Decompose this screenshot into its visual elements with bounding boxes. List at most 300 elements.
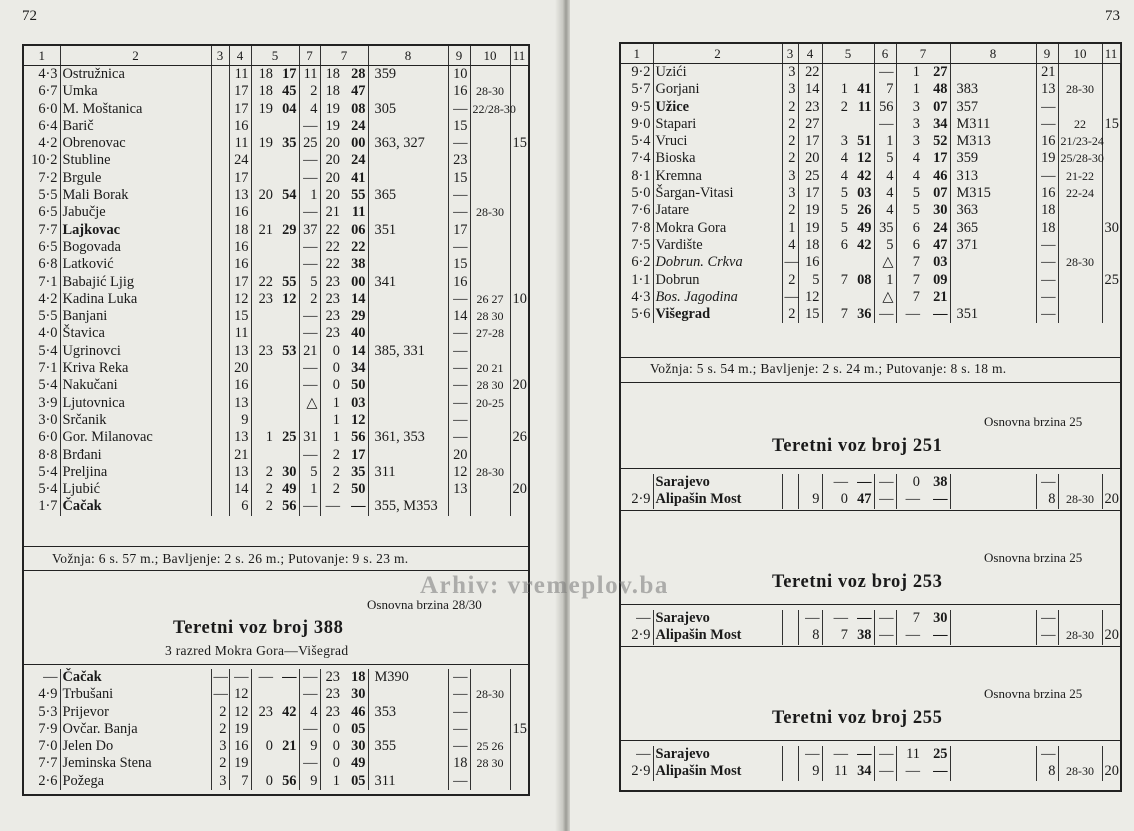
connection-ref [950, 272, 1036, 289]
col-9-value: — [448, 360, 470, 377]
right-summary: Vožnja: 5 s. 54 m.; Bavljenje: 2 s. 24 m.; Putovanje: 8 s. 18 m. [650, 361, 1007, 376]
col-3-value [782, 491, 798, 508]
table-row [621, 306, 1120, 323]
speed-value [1058, 64, 1102, 82]
col-4-value: — [798, 746, 822, 763]
table-row [621, 64, 1120, 82]
distance-km: 8·1 [621, 168, 653, 185]
col-6-value: — [874, 306, 896, 323]
col-7-minute: 11 [342, 204, 368, 221]
speed-value [470, 704, 510, 721]
header-cell: 5 [822, 44, 874, 64]
col-11-value [510, 204, 528, 221]
station-name: Vardište [653, 237, 782, 254]
col-9-value: — [448, 669, 470, 686]
col-5-minute [275, 239, 299, 256]
station-name: Ljubić [60, 481, 211, 498]
col-4-value: 16 [229, 118, 251, 135]
col-11-value [510, 170, 528, 187]
col-5-hour: 2 [265, 481, 273, 498]
col-7-hour: 4 [912, 167, 920, 184]
distance-km: 7·7 [24, 755, 60, 772]
left-summary: Vožnja: 6 s. 57 m.; Bavljenje: 2 s. 26 m.; Putovanje: 9 s. 23 m. [52, 551, 409, 566]
station-name: Bioska [653, 150, 782, 167]
station-name: Užice [653, 99, 782, 116]
table-row [24, 412, 528, 429]
distance-km: 5·7 [621, 81, 653, 98]
col-9-value: 16 [1036, 133, 1058, 150]
col-7-hour: 2 [332, 463, 340, 480]
col-9-value: — [448, 721, 470, 738]
col-6-value: 35 [874, 220, 896, 237]
col-6-value: — [299, 239, 320, 256]
col-11-value [510, 83, 528, 100]
col-11-value [1102, 64, 1120, 82]
col-11-value [510, 239, 528, 256]
col-3-value: 3 [782, 168, 798, 185]
col-3-value [782, 763, 798, 780]
col-7-minute: 17 [922, 150, 950, 167]
col-7-minute: 30 [922, 202, 950, 219]
col-6-value: 56 [874, 99, 896, 116]
col-7-minute: 34 [342, 360, 368, 377]
distance-km: 5·3 [24, 704, 60, 721]
connection-ref [368, 686, 448, 703]
station-name: Ljutovnica [60, 395, 211, 412]
station-name: Umka [60, 83, 211, 100]
connection-ref [368, 308, 448, 325]
col-6-value: 1 [874, 272, 896, 289]
col-5-hour: 4 [840, 150, 848, 167]
col-5-minute: 38 [850, 627, 874, 644]
col-6-value: — [874, 763, 896, 780]
connection-ref [950, 610, 1036, 627]
col-11-value [510, 395, 528, 412]
col-9-value: — [1036, 237, 1058, 254]
speed-value [470, 773, 510, 790]
header-cell: 4 [229, 46, 251, 66]
station-name: Alipašin Most [653, 491, 782, 508]
table-row [24, 239, 528, 256]
connection-ref: 305 [368, 101, 448, 118]
col-5-minute: 17 [275, 66, 299, 84]
table-row [24, 686, 528, 703]
col-3-value [211, 412, 229, 429]
col-9-value: 13 [448, 481, 470, 498]
connection-ref: M313 [950, 133, 1036, 150]
col-9-value: — [1036, 306, 1058, 323]
col-4-value: 14 [798, 81, 822, 98]
col-5-hour: 18 [258, 66, 273, 82]
col-6-value: 11 [299, 66, 320, 84]
col-3-value [211, 325, 229, 342]
col-7-minute: 25 [922, 746, 950, 763]
col-7-minute: 24 [342, 152, 368, 169]
col-5-minute: 04 [275, 101, 299, 118]
col-5-minute [850, 116, 874, 133]
distance-km: 5·4 [24, 377, 60, 394]
col-11-value [1102, 133, 1120, 150]
col-11-value [510, 308, 528, 325]
col-5-hour [822, 64, 850, 82]
col-11-value [510, 360, 528, 377]
station-name: Stapari [653, 116, 782, 133]
col-6-value: — [299, 360, 320, 377]
table-row [24, 222, 528, 239]
speed-value: 28-30 [470, 204, 510, 221]
col-6-value: — [299, 170, 320, 187]
connection-ref [368, 152, 448, 169]
col-4-value: 25 [798, 168, 822, 185]
table-row [24, 101, 528, 118]
speed-value [1058, 272, 1102, 289]
col-5-minute: 51 [850, 133, 874, 150]
col-11-value [510, 256, 528, 273]
col-3-value: 3 [782, 81, 798, 98]
col-7-hour: 7 [912, 254, 920, 271]
col-7-minute: 55 [342, 187, 368, 204]
divider [22, 546, 530, 547]
col-5-hour [251, 256, 275, 273]
header-cell: 1 [24, 46, 60, 66]
col-5-hour: 0 [265, 772, 273, 789]
col-11-value [1102, 746, 1120, 763]
connection-ref [950, 491, 1036, 508]
col-6-value: — [299, 721, 320, 738]
col-7-hour: 0 [332, 342, 340, 359]
connection-ref [950, 474, 1036, 491]
col-5-hour [251, 204, 275, 221]
speed-value: 26 27 [470, 291, 510, 308]
header-cell: 1 [621, 44, 653, 64]
connection-ref: 383 [950, 81, 1036, 98]
connection-ref [368, 395, 448, 412]
speed-value [470, 669, 510, 686]
col-6-value: 4 [299, 101, 320, 118]
station-name: Šargan-Vitasi [653, 185, 782, 202]
station-name: Sarajevo [653, 474, 782, 491]
col-7-minute: 03 [342, 395, 368, 412]
distance-km: 5·0 [621, 185, 653, 202]
connection-ref [368, 377, 448, 394]
col-5-minute [275, 256, 299, 273]
connection-ref: 359 [368, 66, 448, 84]
col-5-hour [251, 360, 275, 377]
col-7-hour: — [905, 306, 920, 323]
col-11-value [1102, 168, 1120, 185]
divider [619, 646, 1122, 647]
connection-ref: 355 [368, 738, 448, 755]
col-3-value [211, 360, 229, 377]
col-9-value: — [448, 395, 470, 412]
col-7-minute: 18 [342, 669, 368, 686]
speed-value: 28-30 [1058, 491, 1102, 508]
table-row [24, 721, 528, 738]
connection-ref: 351 [950, 306, 1036, 323]
col-11-value: 20 [1104, 763, 1119, 780]
header-cell: 10 [1058, 44, 1102, 64]
connection-ref [368, 170, 448, 187]
distance-km: 9·0 [621, 116, 653, 133]
col-7-minute: 06 [342, 222, 368, 239]
connection-ref [950, 254, 1036, 271]
station-name: Dobrun [653, 272, 782, 289]
speed-value [470, 239, 510, 256]
divider [619, 604, 1122, 605]
col-4-value: 19 [798, 220, 822, 237]
col-5-minute [850, 254, 874, 271]
distance-km: 6·0 [24, 101, 60, 118]
station-name: Brgule [60, 170, 211, 187]
col-6-value: — [299, 377, 320, 394]
col-4-value: 13 [229, 343, 251, 360]
col-11-value [510, 66, 528, 84]
col-6-value: 31 [299, 429, 320, 446]
col-5-hour: 23 [258, 342, 273, 359]
col-6-value: — [299, 755, 320, 772]
col-7-minute: 47 [922, 237, 950, 254]
table-row [621, 133, 1120, 150]
speed-value [470, 66, 510, 84]
connection-ref: 311 [368, 773, 448, 790]
table-row [24, 429, 528, 446]
col-7-minute: 24 [922, 220, 950, 237]
table-row [621, 168, 1120, 185]
speed-value [470, 152, 510, 169]
distance-km: 2·9 [621, 763, 653, 780]
distance-km: 7·8 [621, 220, 653, 237]
col-9-value [448, 498, 470, 515]
col-3-value: 3 [782, 185, 798, 202]
col-4-value: 13 [229, 395, 251, 412]
col-6-value: 9 [299, 773, 320, 790]
distance-km: 2·9 [621, 627, 653, 644]
col-6-value: 5 [299, 274, 320, 291]
col-7-minute: 07 [922, 185, 950, 202]
col-7-minute: 49 [342, 755, 368, 772]
distance-km: 7·4 [621, 150, 653, 167]
distance-km: 5·4 [24, 464, 60, 481]
col-11-value [510, 343, 528, 360]
train-title: Teretni voz broj 255 [772, 708, 943, 728]
speed-value: 27-28 [470, 325, 510, 342]
col-3-value [211, 377, 229, 394]
header-cell: 9 [448, 46, 470, 66]
connection-ref: 353 [368, 704, 448, 721]
header-cell: 11 [1102, 44, 1120, 64]
connection-ref [368, 83, 448, 100]
col-5-hour [251, 447, 275, 464]
col-3-value: — [782, 254, 798, 271]
col-4-value: 13 [229, 187, 251, 204]
col-9-value: 15 [448, 256, 470, 273]
col-4-value: 17 [229, 101, 251, 118]
col-4-value: 16 [229, 738, 251, 755]
col-4-value: 6 [229, 498, 251, 515]
col-4-value: 27 [798, 116, 822, 133]
col-5-hour: 5 [840, 185, 848, 202]
col-7-minute: 38 [342, 256, 368, 273]
col-6-value: 4 [874, 168, 896, 185]
col-7-hour: 1 [332, 394, 340, 411]
col-4-value: 9 [798, 763, 822, 780]
table-row [24, 464, 528, 481]
connection-ref [368, 721, 448, 738]
station-name: Bos. Jagodina [653, 289, 782, 306]
col-7-hour: 1 [912, 64, 920, 80]
col-7-minute: 46 [342, 704, 368, 721]
table-row [621, 763, 1120, 780]
col-11-value [510, 412, 528, 429]
connection-ref [950, 289, 1036, 306]
col-5-hour [822, 289, 850, 306]
col-5-hour: 5 [840, 202, 848, 219]
col-4-value: 12 [798, 289, 822, 306]
col-6-value: 4 [874, 185, 896, 202]
col-9-value: — [1036, 254, 1058, 271]
connection-ref [950, 763, 1036, 780]
col-7-minute: — [922, 306, 950, 323]
col-3-value: 2 [782, 272, 798, 289]
table-row [24, 498, 528, 515]
left-speed-label: Osnovna brzina 28/30 [367, 597, 482, 612]
speed-value: 28-30 [1058, 81, 1102, 98]
col-5-hour [251, 308, 275, 325]
col-5-minute [275, 686, 299, 703]
col-7-hour: 7 [912, 288, 920, 305]
distance-km: 10·2 [24, 152, 60, 169]
left-timetable-388 [24, 669, 528, 790]
col-5-minute: — [850, 474, 874, 491]
station-name: Kriva Reka [60, 360, 211, 377]
col-3-value: 2 [782, 306, 798, 323]
col-4-value: 16 [229, 377, 251, 394]
col-6-value: 25 [299, 135, 320, 152]
col-7-hour: 18 [325, 83, 340, 100]
station-name: Sarajevo [653, 610, 782, 627]
col-3-value [211, 395, 229, 412]
speed-value: 20-25 [470, 395, 510, 412]
col-9-value: 15 [448, 170, 470, 187]
col-6-value: — [874, 64, 896, 82]
col-11-value [510, 498, 528, 515]
distance-km: 1·7 [24, 498, 60, 515]
col-7-hour: 3 [912, 133, 920, 150]
distance-km: 7·9 [24, 721, 60, 738]
divider [22, 664, 530, 665]
distance-km: 4·0 [24, 325, 60, 342]
speed-value [470, 135, 510, 152]
col-11-value [510, 447, 528, 464]
station-name: Latković [60, 256, 211, 273]
col-7-hour: 0 [912, 474, 920, 490]
col-5-minute: 42 [850, 168, 874, 185]
distance-km: 6·7 [24, 83, 60, 100]
speed-value: 28-30 [470, 686, 510, 703]
connection-ref [368, 291, 448, 308]
col-6-value: — [874, 474, 896, 491]
speed-value: 28-30 [1058, 254, 1102, 271]
speed-value: 21/23-24 [1058, 133, 1102, 150]
col-11-value [1102, 150, 1120, 167]
train-title: Teretni voz broj 251 [772, 436, 943, 456]
col-6-value: △ [299, 395, 320, 412]
distance-km: 6·5 [24, 239, 60, 256]
col-7-minute: 28 [342, 66, 368, 84]
col-9-value: — [1036, 272, 1058, 289]
col-5-minute: 34 [850, 763, 874, 780]
distance-km: 3·0 [24, 412, 60, 429]
col-3-value [211, 256, 229, 273]
col-5-hour: 11 [834, 763, 848, 780]
col-5-hour [251, 325, 275, 342]
col-7-hour: 5 [912, 202, 920, 219]
speed-value [470, 721, 510, 738]
table-row [24, 204, 528, 221]
col-5-hour: 21 [258, 221, 273, 238]
col-4-value: 19 [229, 721, 251, 738]
col-11-value [510, 464, 528, 481]
divider [22, 570, 530, 571]
col-11-value: 20 [1104, 491, 1119, 508]
col-4-value: 16 [229, 204, 251, 221]
col-9-value: — [1036, 99, 1058, 116]
train-speed-label: Osnovna brzina 25 [984, 686, 1083, 701]
col-7-minute: 40 [342, 325, 368, 342]
col-7-hour: 1 [912, 81, 920, 98]
col-4-value: 12 [229, 291, 251, 308]
divider [619, 468, 1122, 469]
col-5-minute [275, 308, 299, 325]
col-7-minute: — [342, 498, 368, 515]
col-9-value: — [448, 704, 470, 721]
col-7-hour: 1 [332, 411, 340, 428]
left-page [0, 0, 566, 831]
speed-value [1058, 306, 1102, 323]
connection-ref [950, 627, 1036, 644]
col-3-value [211, 291, 229, 308]
col-3-value [211, 222, 229, 239]
station-name: Jeminska Stena [60, 755, 211, 772]
col-7-minute: 27 [922, 64, 950, 82]
col-3-value [782, 746, 798, 763]
col-7-minute: 24 [342, 118, 368, 135]
col-9-value: 21 [1036, 64, 1058, 82]
col-7-minute: 12 [342, 412, 368, 429]
col-11-value: 15 [512, 135, 527, 152]
station-name: M. Moštanica [60, 101, 211, 118]
col-5-minute: 08 [850, 272, 874, 289]
speed-value: 25/28-30 [1058, 150, 1102, 167]
col-4-value: 15 [798, 306, 822, 323]
station-name: Vruci [653, 133, 782, 150]
col-7-minute: — [922, 627, 950, 644]
col-7-minute: 30 [342, 738, 368, 755]
header-cell: 2 [60, 46, 211, 66]
station-name: Kadina Luka [60, 291, 211, 308]
col-5-minute [275, 395, 299, 412]
col-7-hour: — [325, 498, 340, 515]
col-5-minute [275, 360, 299, 377]
col-7-minute: 46 [922, 168, 950, 185]
connection-ref: M390 [368, 669, 448, 686]
col-4-value: 8 [798, 627, 822, 644]
distance-km: 5·4 [24, 481, 60, 498]
col-11-value: 20 [512, 481, 527, 498]
table-row [24, 170, 528, 187]
col-7-minute: 09 [922, 272, 950, 289]
distance-km [621, 474, 653, 491]
